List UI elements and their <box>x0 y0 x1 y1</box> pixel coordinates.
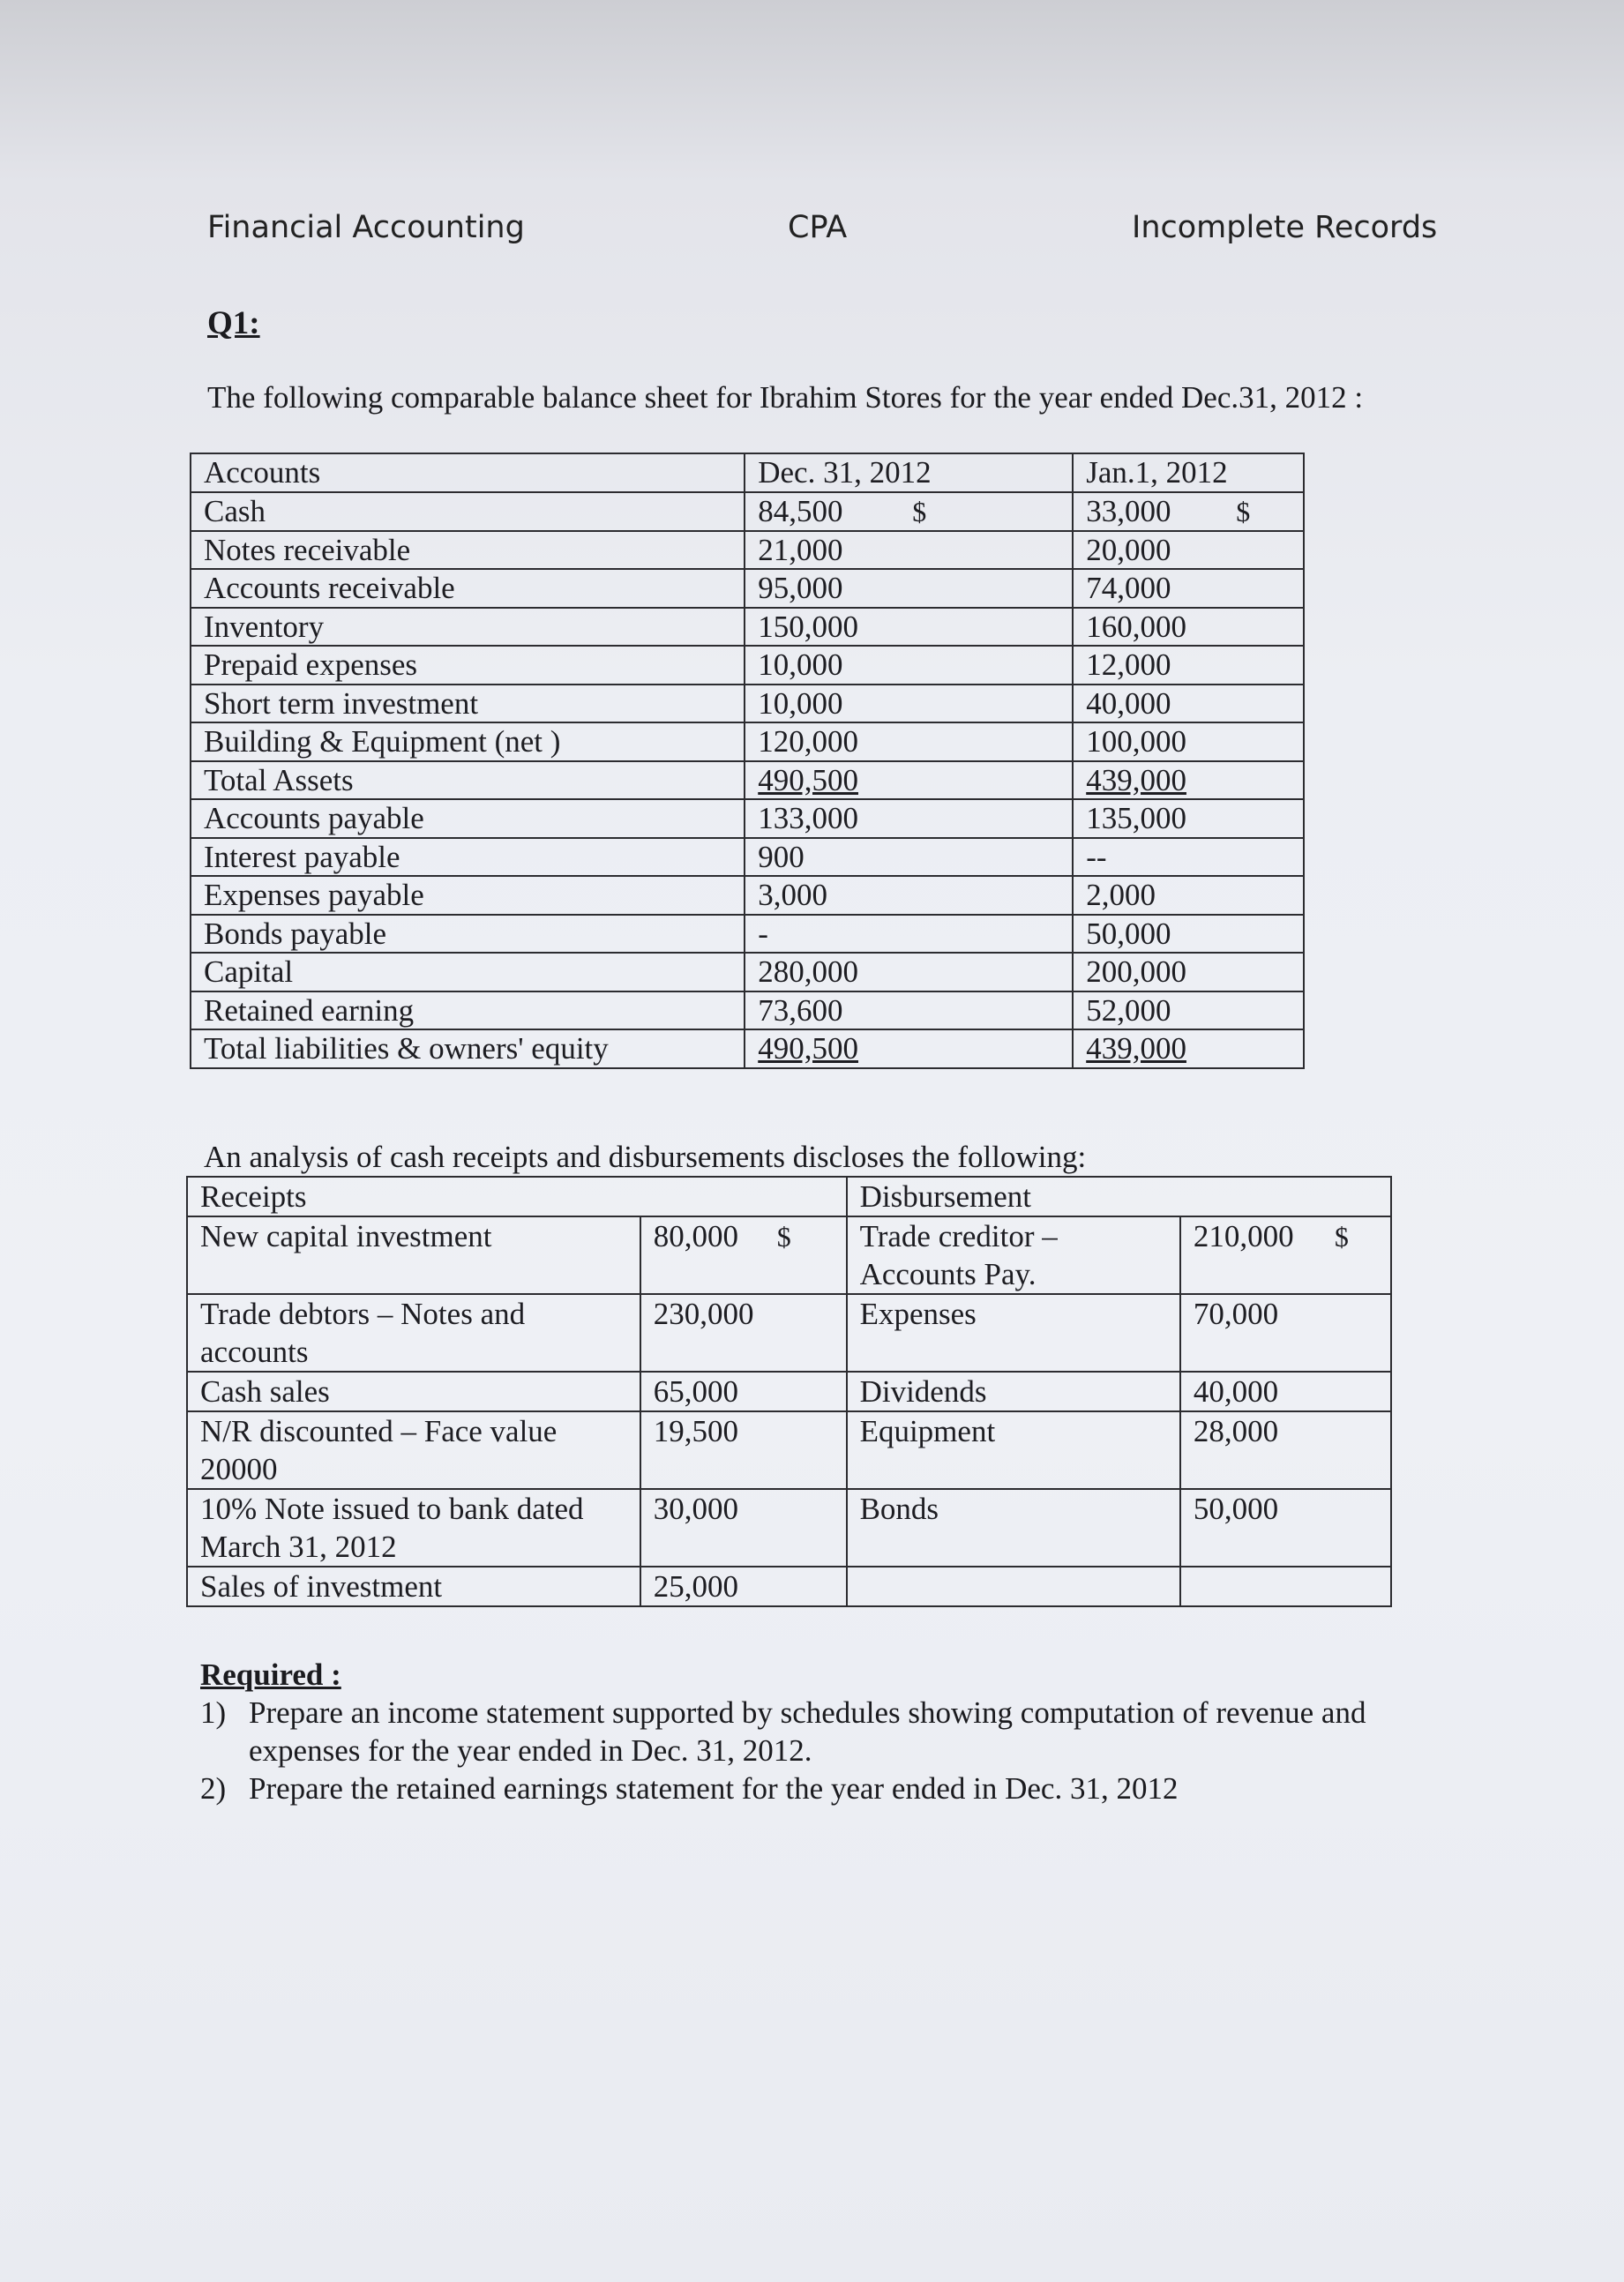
dec-total <box>745 761 1073 800</box>
dec-value: 3,000 <box>745 876 1073 915</box>
header-cell: Accounts <box>191 453 745 492</box>
account-name: Short term investment <box>191 685 745 723</box>
receipt-amount: 65,000 <box>640 1372 847 1411</box>
dec-value: 73,600 <box>745 991 1073 1030</box>
disbursement-name: Expenses <box>847 1294 1180 1372</box>
jan-value: 12,000 <box>1073 646 1304 685</box>
disbursement-name: Equipment <box>847 1411 1180 1489</box>
dec-value: - <box>745 915 1073 954</box>
account-name: Total Assets <box>191 761 745 800</box>
table-row <box>187 1372 1391 1411</box>
account-name: Accounts receivable <box>191 569 745 608</box>
jan-value: 50,000 <box>1073 915 1304 954</box>
table-row <box>191 569 1304 608</box>
table-row <box>191 685 1304 723</box>
required-item <box>200 1769 1453 1807</box>
table-row <box>191 1029 1304 1068</box>
currency-symbol: $ <box>912 495 927 527</box>
table-row <box>191 915 1304 954</box>
disbursement-name: Dividends <box>847 1372 1180 1411</box>
account-name: Bonds payable <box>191 915 745 954</box>
required-section <box>200 1656 1453 1807</box>
table-row <box>191 722 1304 761</box>
jan-total <box>1073 761 1304 800</box>
jan-value: 20,000 <box>1073 531 1304 570</box>
account-name: Total liabilities & owners' equity <box>191 1029 745 1068</box>
disbursement-amount <box>1180 1216 1391 1294</box>
dec-total <box>745 1029 1073 1068</box>
jan-value: 160,000 <box>1073 608 1304 647</box>
jan-value: 74,000 <box>1073 569 1304 608</box>
value-text: 84,500 <box>758 493 843 528</box>
header-cell: Receipts <box>187 1177 847 1216</box>
account-name: Capital <box>191 953 745 991</box>
value-text: 490,500 <box>758 762 858 797</box>
analysis-intro: An analysis of cash receipts and disbursements discloses the following: <box>204 1140 1087 1174</box>
item-text: Prepare an income statement supported by schedules showing computation of revenue and expenses for the year ended in Dec. 31, 2012. <box>249 1695 1366 1768</box>
table-row <box>187 1411 1391 1489</box>
table-row <box>191 608 1304 647</box>
value-text: 80,000 <box>653 1219 739 1253</box>
disbursement-name: Trade creditor – Accounts Pay. <box>847 1216 1180 1294</box>
table-row <box>191 799 1304 838</box>
dec-value: 900 <box>745 838 1073 877</box>
jan-value: 200,000 <box>1073 953 1304 991</box>
table-row <box>187 1294 1391 1372</box>
header-cell: Jan.1, 2012 <box>1073 453 1304 492</box>
cash-analysis-table <box>186 1176 1392 1607</box>
jan-value: 40,000 <box>1073 685 1304 723</box>
disbursement-amount: 40,000 <box>1180 1372 1391 1411</box>
value-text: 33,000 <box>1086 493 1171 528</box>
value-text: 439,000 <box>1086 1031 1186 1066</box>
header-cell: Disbursement <box>847 1177 1391 1216</box>
receipt-amount: 19,500 <box>640 1411 847 1489</box>
jan-value <box>1073 492 1304 531</box>
jan-value: 135,000 <box>1073 799 1304 838</box>
item-number: 2) <box>200 1771 227 1806</box>
disbursement-amount: 28,000 <box>1180 1411 1391 1489</box>
dec-value: 21,000 <box>745 531 1073 570</box>
table-row <box>187 1489 1391 1567</box>
receipt-name: New capital investment <box>187 1216 640 1294</box>
table-header-row <box>191 453 1304 492</box>
dec-value: 10,000 <box>745 646 1073 685</box>
item-text: Prepare the retained earnings statement for the year ended in Dec. 31, 2012 <box>249 1771 1179 1806</box>
table-row <box>187 1216 1391 1294</box>
jan-total <box>1073 1029 1304 1068</box>
table-row <box>191 646 1304 685</box>
table-row <box>191 838 1304 877</box>
receipt-amount: 230,000 <box>640 1294 847 1372</box>
account-name: Retained earning <box>191 991 745 1030</box>
receipt-name: Cash sales <box>187 1372 640 1411</box>
disbursement-name: Bonds <box>847 1489 1180 1567</box>
account-name: Cash <box>191 492 745 531</box>
dec-value: 120,000 <box>745 722 1073 761</box>
disbursement-name <box>847 1567 1180 1606</box>
account-name: Building & Equipment (net ) <box>191 722 745 761</box>
question-intro: The following comparable balance sheet for Ibrahim Stores for the year ended Dec.31, 2012 : <box>207 380 1364 415</box>
receipt-amount: 30,000 <box>640 1489 847 1567</box>
question-label: Q1: <box>207 305 260 341</box>
currency-symbol: $ <box>1334 1221 1349 1253</box>
receipt-name: Sales of investment <box>187 1567 640 1606</box>
disbursement-amount: 70,000 <box>1180 1294 1391 1372</box>
receipt-amount <box>640 1216 847 1294</box>
account-name: Accounts payable <box>191 799 745 838</box>
table-row <box>191 991 1304 1030</box>
dec-value: 280,000 <box>745 953 1073 991</box>
disbursement-amount <box>1180 1567 1391 1606</box>
header-cell: Dec. 31, 2012 <box>745 453 1073 492</box>
jan-value: 100,000 <box>1073 722 1304 761</box>
receipt-name: Trade debtors – Notes and accounts <box>187 1294 640 1372</box>
balance-sheet-table <box>190 453 1305 1069</box>
header-topic: Incomplete Records <box>1132 210 1438 245</box>
table-row <box>187 1567 1391 1606</box>
currency-symbol: $ <box>1236 495 1251 527</box>
dec-value: 133,000 <box>745 799 1073 838</box>
jan-value: -- <box>1073 838 1304 877</box>
account-name: Prepaid expenses <box>191 646 745 685</box>
table-row <box>191 761 1304 800</box>
dec-value <box>745 492 1073 531</box>
dec-value: 10,000 <box>745 685 1073 723</box>
jan-value: 2,000 <box>1073 876 1304 915</box>
dec-value: 150,000 <box>745 608 1073 647</box>
value-text: 210,000 <box>1193 1219 1294 1253</box>
account-name: Interest payable <box>191 838 745 877</box>
table-header-row <box>187 1177 1391 1216</box>
table-row <box>191 492 1304 531</box>
receipt-amount: 25,000 <box>640 1567 847 1606</box>
jan-value: 52,000 <box>1073 991 1304 1030</box>
value-text: 490,500 <box>758 1031 858 1066</box>
table-row <box>191 531 1304 570</box>
required-item <box>200 1694 1453 1769</box>
item-number: 1) <box>200 1695 227 1730</box>
dec-value: 95,000 <box>745 569 1073 608</box>
disbursement-amount: 50,000 <box>1180 1489 1391 1567</box>
account-name: Inventory <box>191 608 745 647</box>
header-course: Financial Accounting <box>207 210 525 245</box>
value-text: 439,000 <box>1086 762 1186 797</box>
header-program: CPA <box>788 210 848 245</box>
account-name: Expenses payable <box>191 876 745 915</box>
table-row <box>191 876 1304 915</box>
account-name: Notes receivable <box>191 531 745 570</box>
required-title: Required : <box>200 1657 341 1692</box>
receipt-name: N/R discounted – Face value 20000 <box>187 1411 640 1489</box>
receipt-name: 10% Note issued to bank dated March 31, 2012 <box>187 1489 640 1567</box>
currency-symbol: $ <box>776 1221 791 1253</box>
table-row <box>191 953 1304 991</box>
